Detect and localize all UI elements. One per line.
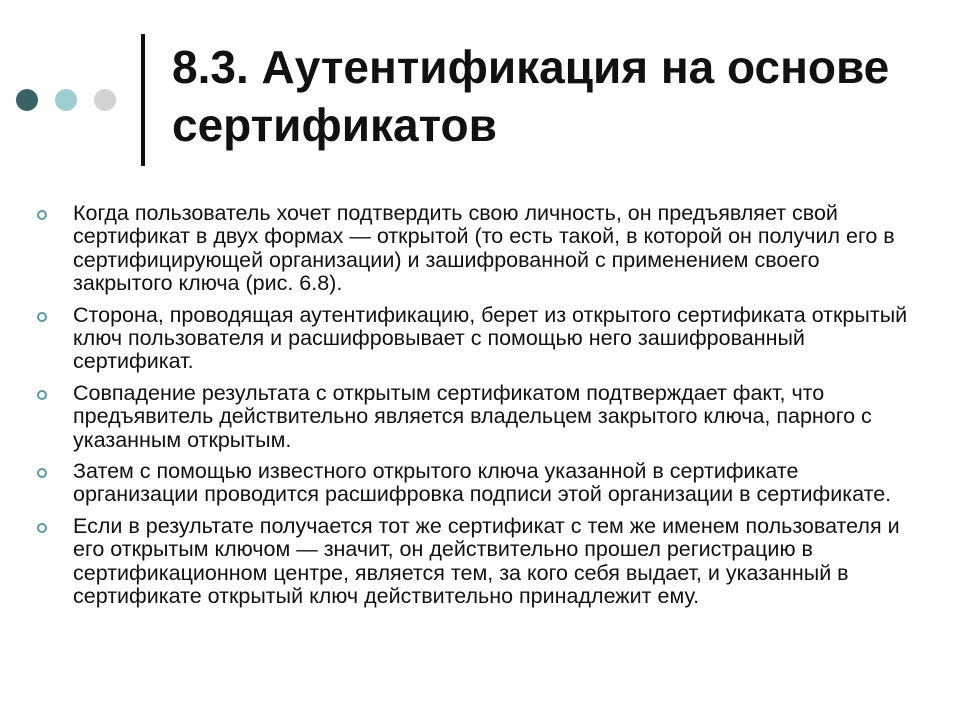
dot-light-icon xyxy=(55,89,77,111)
bullet-text: Совпадение результата с открытым сертификатом подтверждает факт, что предъявитель действительно является владельцем закрытого ключа, парного с указанным открытым. xyxy=(73,380,872,452)
bullet-item xyxy=(34,515,924,609)
bullet-circle-icon xyxy=(37,312,47,322)
dot-dark-icon xyxy=(16,89,38,111)
bullet-circle-icon xyxy=(37,468,47,478)
bullet-item xyxy=(34,460,924,507)
bullet-circle-icon xyxy=(37,523,47,533)
decorative-dots xyxy=(16,88,133,112)
bullet-item xyxy=(34,304,924,374)
bullet-item xyxy=(34,202,924,296)
title-divider xyxy=(141,34,145,166)
bullet-item xyxy=(34,382,924,452)
bullet-text: Сторона, проводящая аутентификацию, берет из открытого сертификата открытый ключ пользователя и расшифровывает с помощью него зашифрованный сертификат. xyxy=(73,302,908,374)
bullet-text: Если в результате получается тот же сертификат с тем же именем пользователя и его открытым ключом — значит, он действительно прошел регистрацию в сертификационном центре, является тем, за кого себя выдает, и указанный в сертификате открытый ключ действительно принадлежит ему. xyxy=(73,513,900,609)
slide-title: 8.3. Аутентификация на основе сертификатов xyxy=(172,41,890,151)
bullet-text: Когда пользователь хочет подтвердить свою личность, он предъявляет свой сертификат в двух формах — открытой (то есть такой, в которой он получил его в сертифицирующей организации) и зашифрованной с применением своего закрытого ключа (рис. 6.8). xyxy=(73,201,895,296)
bullet-list xyxy=(34,202,924,617)
bullet-circle-icon xyxy=(37,390,47,400)
bullet-text: Затем с помощью известного открытого ключа указанной в сертификате организации проводится расшифровка подписи этой организации в сертификате. xyxy=(73,459,892,507)
bullet-circle-icon xyxy=(37,210,47,220)
dot-grey-icon xyxy=(94,89,116,111)
